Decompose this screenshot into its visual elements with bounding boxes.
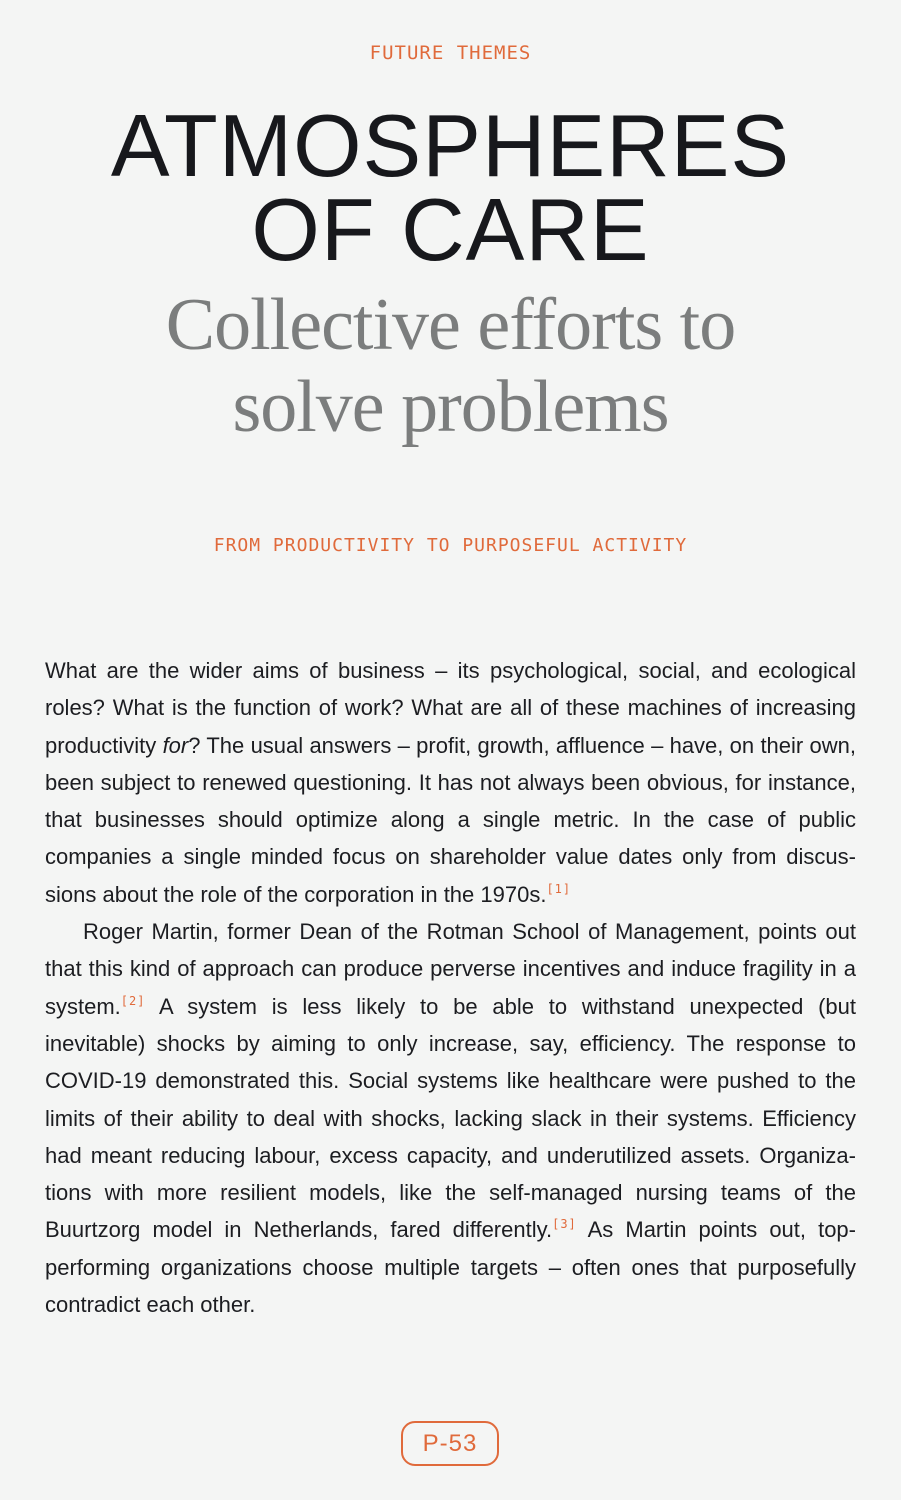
page-title-line-2: OF CARE bbox=[251, 180, 650, 279]
paragraph-2 bbox=[45, 913, 856, 1323]
page-title-line-1: ATMOSPHERES bbox=[110, 96, 791, 195]
page-number-badge: P-53 bbox=[401, 1421, 499, 1466]
section-label: FROM PRODUCTIVITY TO PURPOSEFUL ACTIVITY bbox=[213, 535, 688, 556]
body-text bbox=[45, 652, 856, 1323]
paragraph-2-text-a: Roger Martin, former Dean of the Rotman School of Management, points out that this kind of approach can produce perverse incentives and induce fragility in a system. bbox=[45, 919, 856, 1019]
paragraph-2-text-b: A system is less likely to be able to withstand unexpected (but inevitable) shocks by aiming to only increase, say, efficiency. The response to COVID-19 demonstrated this. Social systems like healthcare were pushed to the limits of their ability to deal with shocks, lacking slack in their systems. Efficiency had meant reducing labour, excess capacity, and underutilized assets. Organizations with more resilient models, like the self-managed nursing teams of the Buurtzorg model in Netherlands, fared differently. bbox=[45, 993, 856, 1243]
paragraph-1-emphasis: for bbox=[162, 732, 189, 758]
kicker-label: FUTURE THEMES bbox=[369, 42, 532, 64]
paragraph-1-text-a: What are the wider aims of business – its psychological, social, and ecological roles? What is the function of work? What are all of these machines of increasing productivity bbox=[45, 658, 856, 758]
page-title bbox=[0, 96, 901, 279]
paragraph-1-text-b: ? The usual answers – profit, growth, affluence – have, on their own, been subject to renewed questioning. It has not always been obvious, for instance, that businesses should optimize along a single metric. In the case of public companies a single minded focus on shareholder value dates only from discussions about the role of the corporation in the 1970s. bbox=[45, 732, 856, 907]
footnote-ref-3[interactable]: [3] bbox=[552, 1217, 577, 1232]
page-subtitle-line-2: solve problems bbox=[232, 366, 669, 448]
page-subtitle bbox=[0, 284, 901, 448]
footnote-ref-1[interactable]: [1] bbox=[546, 881, 572, 896]
footnote-ref-2[interactable]: [2] bbox=[120, 993, 146, 1008]
paragraph-1 bbox=[45, 652, 856, 913]
paragraph-2-text-c: As Martin points out, top-performing organizations choose multiple targets – often ones that purposefully contradict each other. bbox=[45, 1217, 856, 1318]
page-subtitle-line-1: Collective efforts to bbox=[165, 284, 736, 366]
